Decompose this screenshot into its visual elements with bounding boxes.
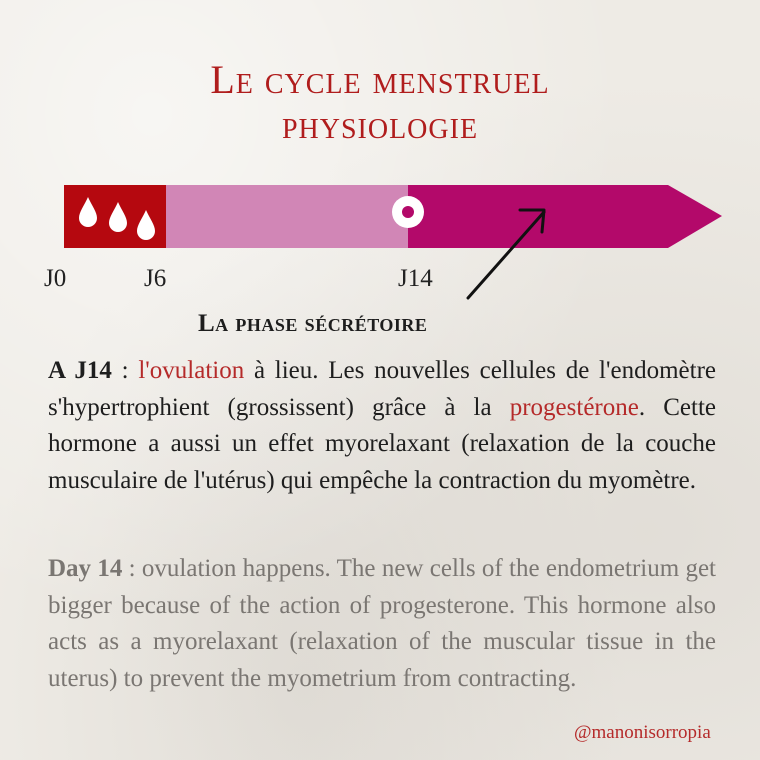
french-lead: A J14 xyxy=(48,357,112,384)
english-paragraph xyxy=(48,551,716,697)
french-text-2: . Cette hormone a aussi un effet myorelaxant (relaxation de la couche musculaire de l'utérus) qui empêche la contraction du myomètre. xyxy=(48,393,717,494)
phase-title: La phase sécrétoire xyxy=(198,310,428,337)
timeline-label-j14: J14 xyxy=(398,265,433,292)
english-text: : ovulation happens. The new cells of the endometrium get bigger because of the action of progesterone. This hormone also acts as a myorelaxant (relaxation of the muscular tissue in the uterus) to prevent the myometrium from contracting. xyxy=(48,555,716,692)
ovulation-ovum-icon xyxy=(392,196,424,228)
secretory-segment xyxy=(408,185,722,248)
author-credit: @manonisorropia xyxy=(574,722,711,743)
proliferative-segment xyxy=(166,185,408,248)
french-text-1: à lieu. Les nouvelles cellules de l'endomètre s'hypertrophient (grossissent) grâce à la xyxy=(48,357,716,421)
french-paragraph xyxy=(48,353,716,499)
ovulation-highlight: l'ovulation xyxy=(138,357,245,384)
title-line-2: physiologie xyxy=(281,102,479,147)
timeline-label-j6: J6 xyxy=(144,265,167,292)
title-line-1: Le cycle menstruel xyxy=(210,57,550,102)
cycle-timeline xyxy=(0,0,760,330)
progesterone-highlight: progestérone xyxy=(509,393,639,421)
french-separator: : xyxy=(111,357,139,384)
english-lead: Day 14 xyxy=(48,555,123,582)
timeline-label-j0: J0 xyxy=(44,265,67,292)
